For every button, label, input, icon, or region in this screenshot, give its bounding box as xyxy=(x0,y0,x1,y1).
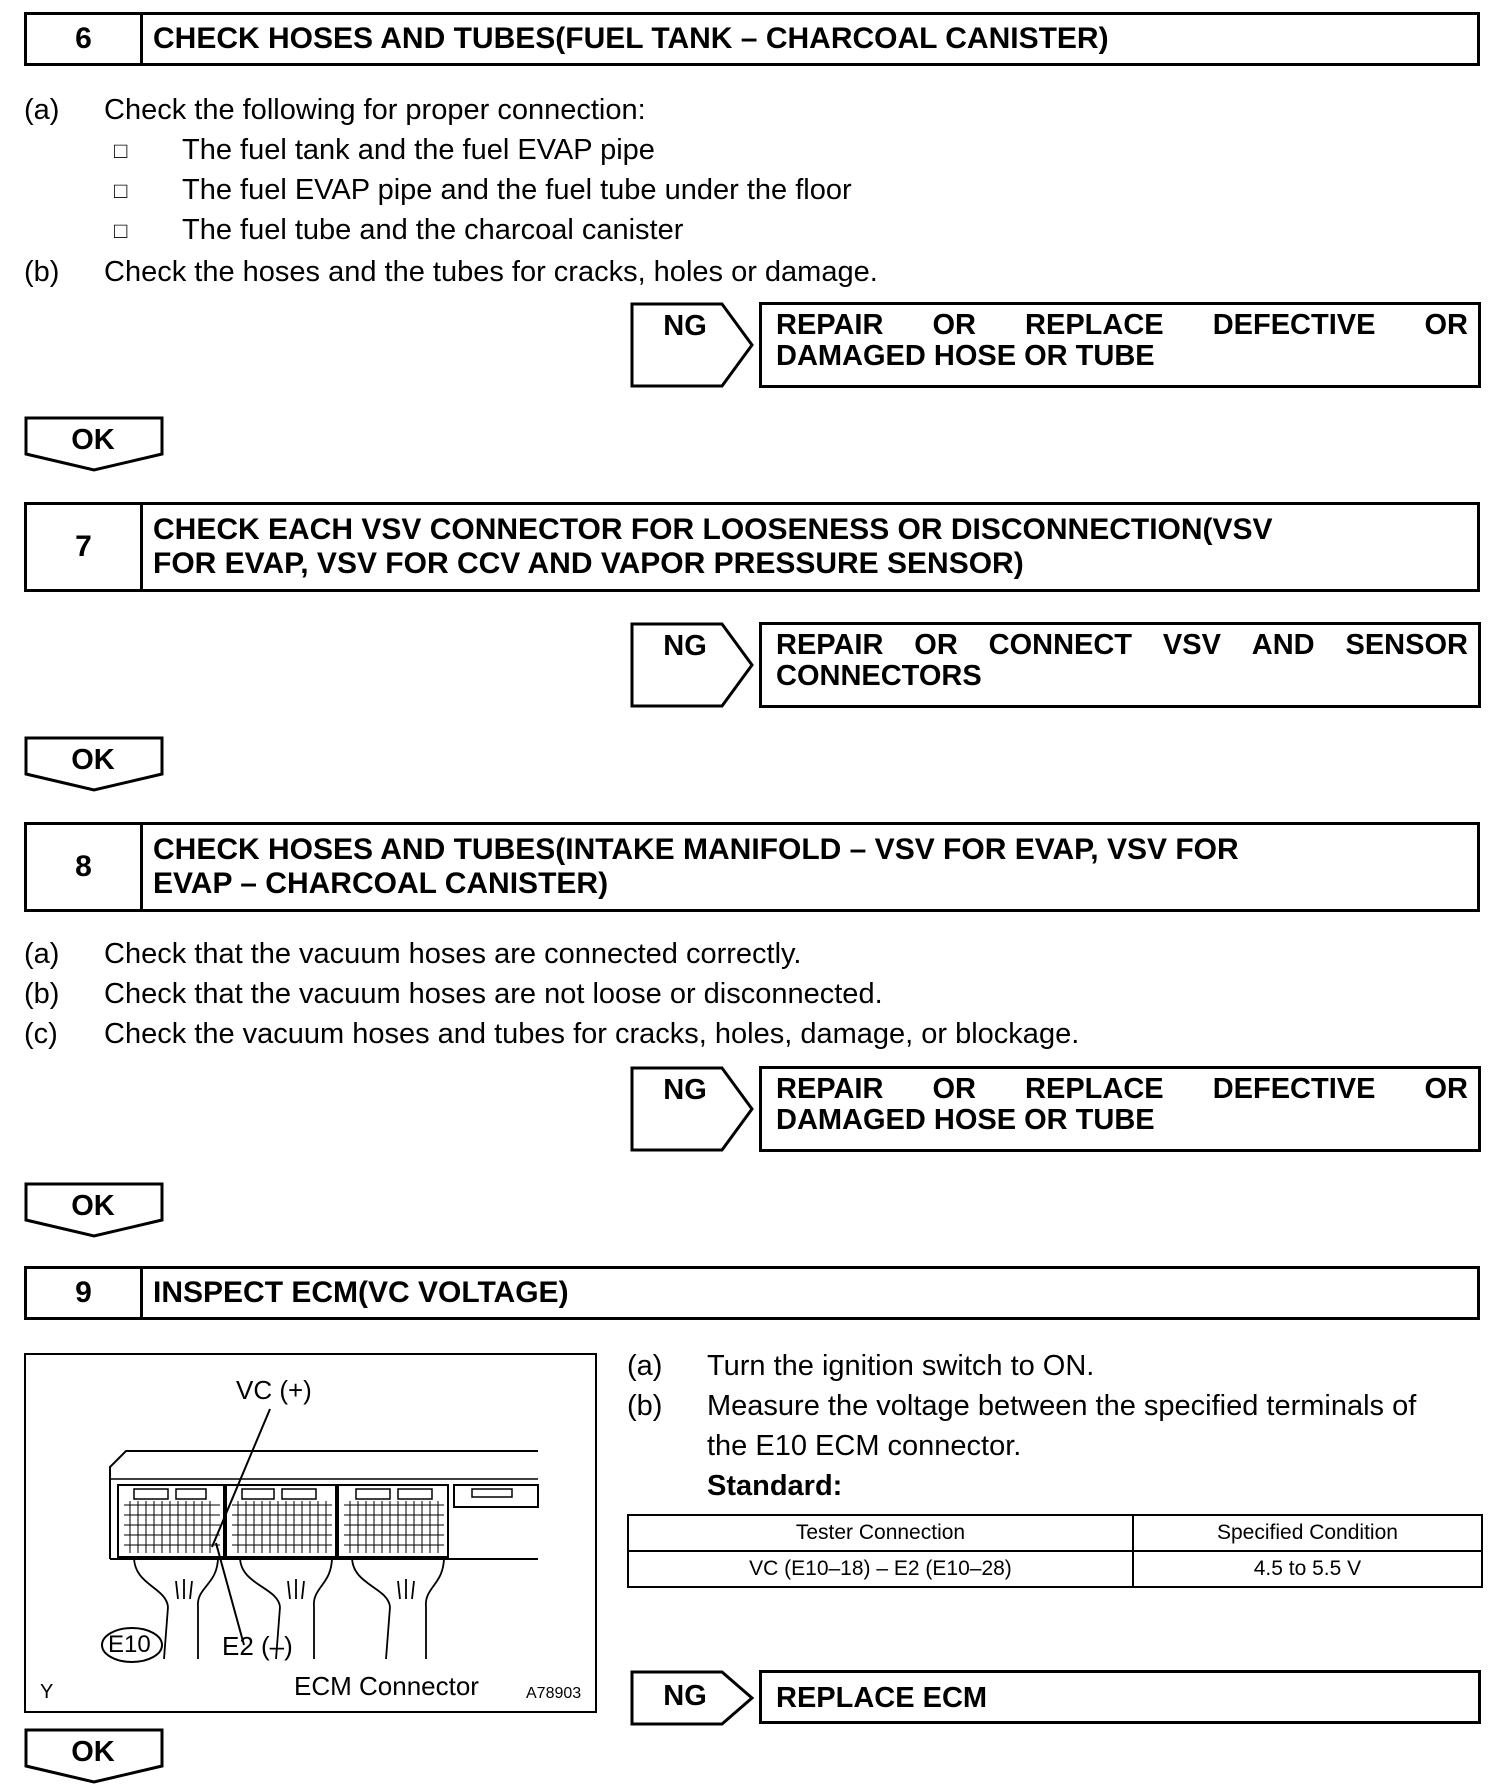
step-6-header xyxy=(24,12,1480,66)
step-8-item-c: (c) Check the vacuum hoses and tubes for cracks, holes, damage, or blockage. xyxy=(24,1018,1080,1050)
ng-action-box: REPAIR OR CONNECT VSV AND SENSOR CONNECTORS xyxy=(759,622,1481,708)
step-title: INSPECT ECM(VC VOLTAGE) xyxy=(153,1276,569,1309)
table-header: Specified Condition xyxy=(1133,1515,1482,1551)
ok-label: OK xyxy=(71,424,115,456)
connector-code: E10 xyxy=(108,1631,151,1658)
step-title: CHECK HOSES AND TUBES(FUEL TANK – CHARCOAL CANISTER) xyxy=(153,22,1109,55)
step-number: 6 xyxy=(27,15,143,63)
table-cell: VC (E10–18) – E2 (E10–28) xyxy=(628,1551,1133,1587)
figure-caption: ECM Connector xyxy=(294,1671,479,1701)
ok-label: OK xyxy=(71,744,115,776)
step-number: 7 xyxy=(27,505,143,589)
figure-id: A78903 xyxy=(526,1685,582,1702)
checkbox-bullet: □ xyxy=(114,178,128,203)
step-6-item-a: (a) Check the following for proper connection: xyxy=(24,94,646,126)
step-6-bullet: □ The fuel EVAP pipe and the fuel tube under the floor xyxy=(114,174,852,206)
step-number: 9 xyxy=(27,1269,143,1317)
ok-label: OK xyxy=(71,1190,115,1222)
table-header: Tester Connection xyxy=(628,1515,1133,1551)
step-6-item-b: (b) Check the hoses and the tubes for cracks, holes or damage. xyxy=(24,256,878,288)
ng-label: NG xyxy=(663,1074,707,1106)
step-9-item-a: (a) Turn the ignition switch to ON. xyxy=(627,1350,1095,1382)
e2-terminal-label: E2 (–) xyxy=(222,1631,293,1661)
step-9-item-b: (b) Measure the voltage between the specified terminals of xyxy=(627,1390,1417,1422)
ecm-connector-figure xyxy=(24,1353,597,1713)
step-8-item-b: (b) Check that the vacuum hoses are not loose or disconnected. xyxy=(24,978,883,1010)
step-6-bullet: □ The fuel tube and the charcoal canister xyxy=(114,214,684,246)
step-8-header xyxy=(24,822,1480,912)
spec-table xyxy=(627,1514,1483,1588)
standard-label: Standard: xyxy=(707,1470,843,1502)
step-8-item-a: (a) Check that the vacuum hoses are connected correctly. xyxy=(24,938,802,970)
ng-action-box: REPAIR OR REPLACE DEFECTIVE OR DAMAGED HOSE OR TUBE xyxy=(759,302,1481,388)
ng-action-box: REPAIR OR REPLACE DEFECTIVE OR DAMAGED HOSE OR TUBE xyxy=(759,1066,1481,1152)
corner-mark: Y xyxy=(40,1681,54,1703)
ng-action-box: REPLACE ECM xyxy=(759,1670,1481,1724)
ng-label: NG xyxy=(663,1680,707,1712)
vc-terminal-label: VC (+) xyxy=(236,1375,312,1405)
step-title: CHECK HOSES AND TUBES(INTAKE MANIFOLD – VSV FOR EVAP, VSV FOR EVAP – CHARCOAL CANISTER) xyxy=(153,833,1239,900)
table-row xyxy=(628,1551,1482,1587)
step-9-header xyxy=(24,1266,1480,1320)
table-cell: 4.5 to 5.5 V xyxy=(1133,1551,1482,1587)
step-number: 8 xyxy=(27,825,143,909)
ng-label: NG xyxy=(663,310,707,342)
step-9-item-b-cont: the E10 ECM connector. xyxy=(707,1430,1022,1462)
checkbox-bullet: □ xyxy=(114,138,128,163)
ok-label: OK xyxy=(71,1736,115,1768)
table-header-row xyxy=(628,1515,1482,1551)
step-title: CHECK EACH VSV CONNECTOR FOR LOOSENESS OR DISCONNECTION(VSV FOR EVAP, VSV FOR CCV AND VAPOR PRESSURE SENSOR) xyxy=(153,513,1273,580)
ng-label: NG xyxy=(663,630,707,662)
step-7-header xyxy=(24,502,1480,592)
step-6-bullet: □ The fuel tank and the fuel EVAP pipe xyxy=(114,134,655,166)
checkbox-bullet: □ xyxy=(114,218,128,243)
